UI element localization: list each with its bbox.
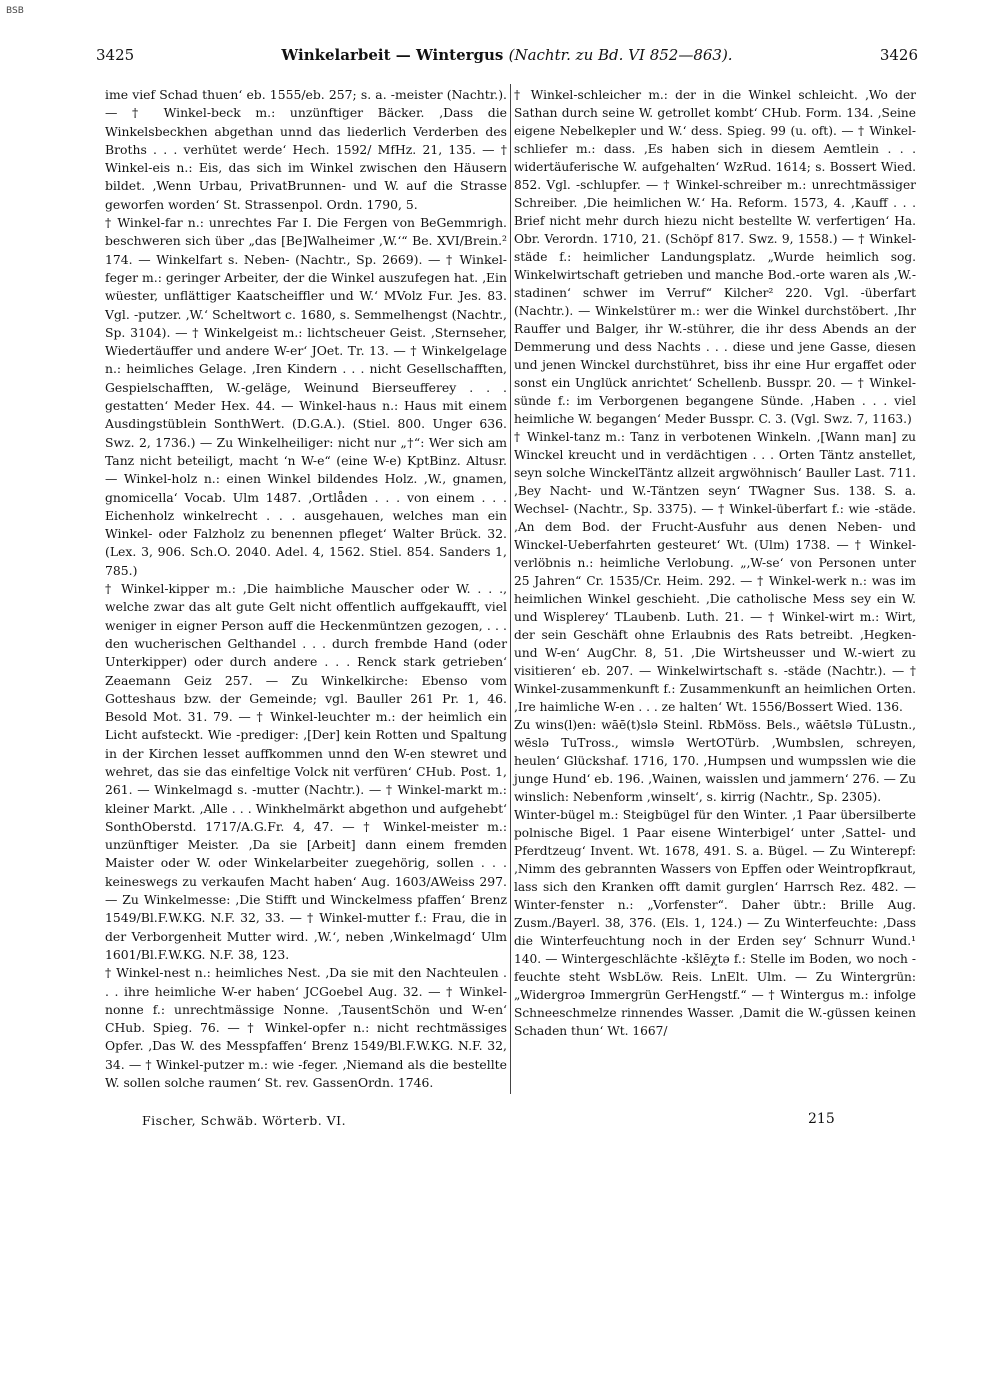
page-number-right: 3426 — [879, 46, 918, 64]
footer-source: Fischer, Schwäb. Wörterb. VI. — [142, 1113, 347, 1128]
footer-page-number: 215 — [808, 1111, 835, 1127]
entry-paragraph: † Winkel-tanz m.: Tanz in verbotenen Winkeln. ‚[Wann man] zu Winckel kreucht und in verdächtigen . . . Orten Täntz anstellet, seyn solche WinckelTäntz allzeit argwöhnisch‘ Bauller Last. 711. ‚Bey Nacht- und W.-Täntzen seyn‘ TWagner Sus. 138. S. a. Wechsel- (Nachtr., Sp. 3375). — † Winkel-überfart f.: wie -städe. ‚An dem Bod. der Frucht-Ausfuhr aus denen Neben- und Winckel-Ueberfahrten gesteuret‘ Wt. (Ulm) 1738. — † Winkel-verlöbnis n.: heimliche Verlobung. „‚W-se‘ von Personen unter 25 Jahren“ Cr. 1535/Cr. Heim. 292. — † Winkel-werk n.: was im heimlichen Winkel geschieht. ‚Die catholische Mess sey ein W. und Wisplerey‘ TLaubenb. Luth. 21. — † Winkel-wirt m.: Wirt, der sein Geschäft ohne Erlaubnis des Rats betreibt. ‚Hegken- und W-en‘ AugChr. 8, 51. ‚Die Wirtsheusser und W.-wiert zu visitieren‘ eb. 207. — Winkelwirtschaft s. -städe (Nachtr.). — † Winkel-zusammenkunft f.: Zusammenkunft an heimlichen Orten. ‚Ire haimliche W-en . . . ze halten‘ Wt. 1556/Bossert Wied. 136. — [514, 430, 916, 714]
running-title-main: Winkelarbeit — Wintergus — [281, 46, 504, 64]
entry-paragraph: Winter-bügel m.: Steigbügel für den Winter. ‚1 Paar übersilberte polnische Bigel. 1 Paar eisene Winterbigel‘ unter ‚Sattel- und Pferdtzeug‘ Invent. Wt. 1678, 491. S. a. Bügel. — Zu Winterepf: ‚Nimm des gebrannten Wassers von Epffen oder Weintropfkraut, lass sich den Kranken offt damit gurglen‘ Harrsch Rez. 482. — Winter-fenster n.: „Vorfenster“. Daher übtr.: Brille Aug. Zusm./Bayerl. 38, 376. (Els. 1, 124.) — Zu Winterfeuchte: ‚Dass die Winterfeuchtung noch in der Erden sey‘ Schnurr Wund.¹ 140. — Wintergeschlächte -kšlēχtə f.: Stelle im Boden, wo noch -feuchte steht WsbLöw. Reis. LnElt. Ulm. — Zu Wintergrün: „Widergroə Immergrün GerHengstf.“ — † Wintergus m.: infolge Schneeschmelze rinnendes Wasser. ‚Damit die W.-güssen keinen Schaden thun‘ Wt. 1667/ — [514, 808, 916, 1038]
library-stamp: BSB — [6, 6, 24, 16]
entry-paragraph: Zu wins(l)en: wāē(t)slə Steinl. RbMöss. Bels., wāētslə TüLustn., wēslə TuTross., wimslə WertOTürb. ‚Wumbslen, schreyen, heulen‘ Glückshaf. 1716, 170. ‚Humpsen und wumpsslen wie die junge Hund‘ eb. 196. ‚Wainen, waisslen und jammern‘ 276. — Zu winslich: Nebenform ‚winselt‘, s. kirrig (Nachtr., Sp. 2305). — [514, 718, 916, 804]
entry-paragraph: † Winkel-far n.: unrechtes Far I. Die Fergen von BeGemmrigh. beschweren sich über „das [Be]Walheimer ‚W.‘“ Be. XVI/Brein.² 174. — Winkelfart s. Neben- (Nachtr., Sp. 2669). — † Winkel-feger m.: geringer Arbeiter, der die Winkel auszufegen hat. ‚Ein wüester, unflättiger Kaatscheiffler und W.‘ MVolz Fur. Jes. 83. Vgl. -putzer. ‚W.‘ Scheltwort c. 1680, s. Semmelhengst (Nachtr., Sp. 3104). — † Winkelgeist m.: lichtscheuer Geist. ‚Sternseher, Wiedertäuffer und andere W-er‘ JOet. Tr. 13. — † Winkelgelage n.: heimliches Gelage. ‚Iren Kindern . . . nicht Gesellschafften, Gespielschafften, W.-geläge, Weinund Bierseufferey . . . gestatten‘ Meder Hex. 44. — Winkel-haus n.: Haus mit einem Ausdingstüblein SonthWert. (D.G.A.). (Stiel. 800. Unger 636. Swz. 2, 1736.) — Zu Winkelheiliger: nicht nur „†“: Wer sich am Tanz nicht beteiligt, macht ‘n W-e“ (eine W-e) KptBinz. Altusr. — Winkel-holz n.: einen Winkel bildendes Holz. ‚W., gnamen, gnomicella‘ Vocab. Ulm 1487. ‚Ortlåden . . . von einem . . . Eichenholz winkelrecht . . . ausgehauen, welches man ein Winkel- oder Falzholz zu benennen pfleget‘ Walter Brück. 32. (Lex. 3, 906. Sch.O. 2040. Adel. 4, 1562. Stiel. 854. Sanders 1, 785.) — [105, 215, 507, 578]
left-column — [105, 86, 507, 1092]
column-divider — [510, 84, 511, 1094]
entry-paragraph: † Winkel-kipper m.: ‚Die haimbliche Mauscher oder W. . . .‚ welche zwar das alt gute Gelt nicht offentlich auffgekaufft, viel weniger in eigner Person auff die Heckenmüntzen gezogen, . . . den wucherischen Gelthandel . . . durch frembde Hand (oder Unterkipper) oder durch andere . . . Renck stark getrieben‘ Zeaemann Geiz 257. — Zu Winkelkirche: Ebenso vom Gotteshaus bzw. der Gemeinde; vgl. Bauller 261 Pr. 1, 46. Besold Mot. 31. 79. — † Winkel-leuchter m.: der heimlich ein Licht aufsteckt. Wie -prediger: ‚[Der] kein Rotten und Spaltung in der Kirchen lesset auffkommen unnd den W-en stewret und wehret, das sie das einfeltige Volck nit verfüren‘ CHub. Post. 1, 261. — Winkelmagd s. -mutter (Nachtr.). — † Winkel-markt m.: kleiner Markt. ‚Alle . . . Winkhelmärkt abgethon und aufgehebt‘ SonthOberstd. 1717/A.G.Fr. 4, 47. — † Winkel-meister m.: unzünftiger Meister. ‚Da sie [Arbeit] dann einem fremden Maister oder W. oder Winkelarbeiter zuegehörig, sollen . . . keineswegs zu verkaufen Macht haben‘ Aug. 1603/AWeiss 297. — Zu Winkelmesse: ‚Die Stifft und Winckelmess pfaffen‘ Brenz 1549/Bl.F.W.KG. N.F. 32, 33. — † Winkel-mutter f.: Frau, die in der Verborgenheit Mutter wird. ‚W.‘, neben ‚Winkelmagd‘ Ulm 1601/Bl.F.W.KG. N.F. 38, 123. — [105, 581, 507, 962]
right-column — [514, 86, 916, 1040]
entry-paragraph: ime vief Schad thuen‘ eb. 1555/eb. 257; s. a. -meister (Nachtr.). — † Winkel-beck m.: unzünftiger Bäcker. ‚Dass die Winkelsbeckhen abgethan unnd das liederlich Verderben des Broths . . . verhütet werde‘ Hech. 1592/ MfHz. 21, 135. — † Winkel-eis n.: Eis, das sich im Winkel zwischen den Häusern bildet. ‚Wenn Urbau, PrivatBrunnen- und W. auf die Strasse geworfen worden‘ St. Strassenpol. Ordn. 1790, 5. — [105, 87, 507, 212]
page-number-left: 3425 — [96, 46, 135, 64]
running-title-suffix: (Nachtr. zu Bd. VI 852—863). — [508, 46, 733, 64]
entry-paragraph: † Winkel-schleicher m.: der in die Winkel schleicht. ‚Wo der Sathan durch seine W. getrollet kombt‘ CHub. Form. 134. ‚Seine eigene Nebelkepler und W.‘ dess. Spieg. 99 (u. oft). — † Winkel-schliefer m.: dass. ‚Es haben sich in diesem Aemtlein . . . widertäuferische W. aufgehalten‘ WzRud. 1614; s. Bossert Wied. 852. Vgl. -schlupfer. — † Winkel-schreiber m.: unrechtmässiger Schreiber. ‚Die heimlichen W.‘ Ha. Reform. 1573, 4. ‚Kauff . . . Brief nicht mehr durch hiezu nicht bestellte W. verfertigen‘ Ha. Obr. Verordn. 1710, 21. (Schöpf 817. Swz. 9, 1558.) — † Winkel-städe f.: heimlicher Landungsplatz. „Wurde heimlich sog. Winkelwirtschaft getrieben und manche Bod.-orte waren als ‚W.-stadinen‘ schwer im Verruf“ Kilcher² 220. Vgl. -überfart (Nachtr.). — Winkelstürer m.: wer die Winkel durchstöbert. ‚Ihr Rauffer und Balger, ihr W.-stührer, die ihr dess Abends an der Demmerung und dess Nachts . . . diese und jene Gasse, diesen und jenen Winckel durchstühret, biss ihr eine Hur ergaffet oder sonst ein Unglück anrichtet‘ Schellenb. Busspr. 20. — † Winkel-sünde f.: im Verborgenen begangene Sünde. ‚Haben . . . viel heimliche W. begangen‘ Meder Busspr. C. 3. (Vgl. Swz. 7, 1163.) — [514, 88, 916, 426]
entry-paragraph: † Winkel-nest n.: heimliches Nest. ‚Da sie mit den Nachteulen . . . ihre heimliche W-er haben‘ JCGoebel Aug. 32. — † Winkel-nonne f.: unrechtmässige Nonne. ‚TausentSchön und W-en‘ CHub. Spieg. 76. — † Winkel-opfer n.: nicht rechtmässiges Opfer. ‚Das W. des Messpfaffen‘ Brenz 1549/Bl.F.W.KG. N.F. 32, 34. — † Winkel-putzer m.: wie -feger. ‚Niemand als die bestellte W. sollen solche raumen‘ St. rev. GassenOrdn. 1746. — [105, 965, 507, 1091]
page-header — [96, 46, 918, 68]
running-title — [96, 46, 918, 64]
